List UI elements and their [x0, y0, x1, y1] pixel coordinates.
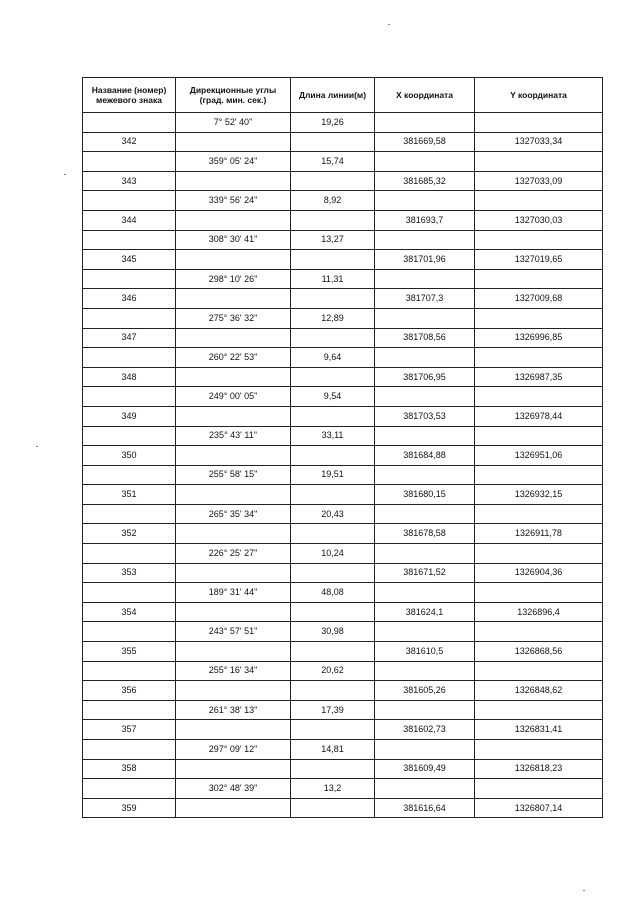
empty-cell: [375, 661, 475, 681]
x-coordinate-cell: 381671,52: [375, 563, 475, 583]
empty-cell: [176, 642, 291, 662]
line-length-cell: 17,39: [291, 700, 375, 720]
header-x-coordinate: X координата: [375, 78, 475, 113]
empty-cell: [475, 269, 603, 289]
y-coordinate-cell: 1326896,4: [475, 602, 603, 622]
point-name-cell: 348: [83, 367, 176, 387]
header-row: [83, 78, 603, 113]
empty-cell: [475, 504, 603, 524]
empty-cell: [475, 622, 603, 642]
point-name-cell: 356: [83, 681, 176, 701]
point-name-cell: 359: [83, 798, 176, 818]
y-coordinate-cell: 1326951,06: [475, 446, 603, 466]
direction-angle-cell: 260° 22' 53": [176, 348, 291, 368]
empty-cell: [176, 132, 291, 152]
empty-cell: [291, 759, 375, 779]
line-length-cell: 14,81: [291, 740, 375, 760]
direction-angle-cell: 255° 58' 15": [176, 465, 291, 485]
y-coordinate-cell: 1327019,65: [475, 250, 603, 270]
direction-angle-cell: 265° 35' 34": [176, 504, 291, 524]
line-length-cell: 10,24: [291, 544, 375, 564]
direction-angle-cell: 302° 48' 39": [176, 779, 291, 799]
point-row: [83, 250, 603, 270]
y-coordinate-cell: 1326831,41: [475, 720, 603, 740]
x-coordinate-cell: 381708,56: [375, 328, 475, 348]
x-coordinate-cell: 381609,49: [375, 759, 475, 779]
empty-cell: [83, 308, 176, 328]
point-name-cell: 347: [83, 328, 176, 348]
scan-speck: [388, 24, 390, 25]
line-length-cell: 19,51: [291, 465, 375, 485]
line-length-cell: 48,08: [291, 583, 375, 603]
x-coordinate-cell: 381624,1: [375, 602, 475, 622]
empty-cell: [475, 348, 603, 368]
segment-row: [83, 348, 603, 368]
line-length-cell: 19,26: [291, 113, 375, 133]
empty-cell: [83, 348, 176, 368]
segment-row: [83, 230, 603, 250]
direction-angle-cell: 275° 36' 32": [176, 308, 291, 328]
point-row: [83, 289, 603, 309]
empty-cell: [475, 700, 603, 720]
empty-cell: [83, 426, 176, 446]
x-coordinate-cell: 381684,88: [375, 446, 475, 466]
point-name-cell: 349: [83, 406, 176, 426]
y-coordinate-cell: 1326987,35: [475, 367, 603, 387]
point-row: [83, 681, 603, 701]
x-coordinate-cell: 381703,53: [375, 406, 475, 426]
point-name-cell: 353: [83, 563, 176, 583]
empty-cell: [375, 152, 475, 172]
direction-angle-cell: 339° 56' 24": [176, 191, 291, 211]
empty-cell: [375, 230, 475, 250]
header-line-length: Длина линии(м): [291, 78, 375, 113]
empty-cell: [291, 602, 375, 622]
point-row: [83, 798, 603, 818]
header-point-name: Название (номер) межевого знака: [83, 78, 176, 113]
empty-cell: [83, 740, 176, 760]
empty-cell: [375, 740, 475, 760]
empty-cell: [375, 583, 475, 603]
boundary-coordinates-table: [82, 77, 603, 818]
y-coordinate-cell: 1327033,34: [475, 132, 603, 152]
segment-row: [83, 191, 603, 211]
empty-cell: [176, 406, 291, 426]
empty-cell: [176, 485, 291, 505]
direction-angle-cell: 249° 00' 05": [176, 387, 291, 407]
point-name-cell: 358: [83, 759, 176, 779]
line-length-cell: 13,27: [291, 230, 375, 250]
empty-cell: [83, 544, 176, 564]
empty-cell: [291, 720, 375, 740]
x-coordinate-cell: 381707,3: [375, 289, 475, 309]
empty-cell: [475, 779, 603, 799]
empty-cell: [291, 406, 375, 426]
empty-cell: [291, 132, 375, 152]
empty-cell: [176, 367, 291, 387]
scan-speck: [583, 890, 585, 891]
line-length-cell: 33,11: [291, 426, 375, 446]
empty-cell: [375, 348, 475, 368]
point-row: [83, 446, 603, 466]
empty-cell: [176, 446, 291, 466]
empty-cell: [375, 779, 475, 799]
empty-cell: [475, 465, 603, 485]
x-coordinate-cell: 381701,96: [375, 250, 475, 270]
empty-cell: [83, 191, 176, 211]
empty-cell: [375, 622, 475, 642]
line-length-cell: 9,64: [291, 348, 375, 368]
empty-cell: [291, 446, 375, 466]
x-coordinate-cell: 381706,95: [375, 367, 475, 387]
point-row: [83, 602, 603, 622]
point-row: [83, 171, 603, 191]
point-name-cell: 354: [83, 602, 176, 622]
point-name-cell: 355: [83, 642, 176, 662]
empty-cell: [291, 367, 375, 387]
point-name-cell: 345: [83, 250, 176, 270]
point-name-cell: 343: [83, 171, 176, 191]
empty-cell: [176, 289, 291, 309]
empty-cell: [83, 583, 176, 603]
empty-cell: [176, 602, 291, 622]
direction-angle-cell: 235° 43' 11": [176, 426, 291, 446]
empty-cell: [375, 387, 475, 407]
x-coordinate-cell: 381616,64: [375, 798, 475, 818]
empty-cell: [291, 289, 375, 309]
segment-row: [83, 544, 603, 564]
point-row: [83, 210, 603, 230]
direction-angle-cell: 226° 25' 27": [176, 544, 291, 564]
empty-cell: [375, 113, 475, 133]
line-length-cell: 20,62: [291, 661, 375, 681]
empty-cell: [176, 681, 291, 701]
segment-row: [83, 426, 603, 446]
scan-speck: [36, 446, 38, 447]
empty-cell: [291, 798, 375, 818]
line-length-cell: 13,2: [291, 779, 375, 799]
x-coordinate-cell: 381680,15: [375, 485, 475, 505]
direction-angle-cell: 298° 10' 26": [176, 269, 291, 289]
direction-angle-cell: 261° 38' 13": [176, 700, 291, 720]
point-row: [83, 524, 603, 544]
empty-cell: [291, 524, 375, 544]
line-length-cell: 8,92: [291, 191, 375, 211]
empty-cell: [291, 485, 375, 505]
point-row: [83, 759, 603, 779]
empty-cell: [176, 250, 291, 270]
empty-cell: [375, 465, 475, 485]
x-coordinate-cell: 381693,7: [375, 210, 475, 230]
point-row: [83, 367, 603, 387]
empty-cell: [83, 504, 176, 524]
empty-cell: [475, 191, 603, 211]
y-coordinate-cell: 1327033,09: [475, 171, 603, 191]
y-coordinate-cell: 1326911,78: [475, 524, 603, 544]
empty-cell: [375, 426, 475, 446]
line-length-cell: 20,43: [291, 504, 375, 524]
point-row: [83, 720, 603, 740]
direction-angle-cell: 243° 57' 51": [176, 622, 291, 642]
x-coordinate-cell: 381602,73: [375, 720, 475, 740]
segment-row: [83, 583, 603, 603]
direction-angle-cell: 189° 31' 44": [176, 583, 291, 603]
empty-cell: [375, 191, 475, 211]
segment-row: [83, 465, 603, 485]
point-row: [83, 642, 603, 662]
empty-cell: [291, 210, 375, 230]
point-row: [83, 328, 603, 348]
line-length-cell: 9,54: [291, 387, 375, 407]
empty-cell: [475, 387, 603, 407]
empty-cell: [475, 426, 603, 446]
point-name-cell: 344: [83, 210, 176, 230]
empty-cell: [475, 583, 603, 603]
y-coordinate-cell: 1326807,14: [475, 798, 603, 818]
segment-row: [83, 661, 603, 681]
empty-cell: [176, 171, 291, 191]
point-row: [83, 132, 603, 152]
line-length-cell: 15,74: [291, 152, 375, 172]
y-coordinate-cell: 1326818,23: [475, 759, 603, 779]
empty-cell: [83, 779, 176, 799]
y-coordinate-cell: 1327030,03: [475, 210, 603, 230]
segment-row: [83, 387, 603, 407]
empty-cell: [176, 798, 291, 818]
y-coordinate-cell: 1326848,62: [475, 681, 603, 701]
x-coordinate-cell: 381610,5: [375, 642, 475, 662]
empty-cell: [475, 113, 603, 133]
x-coordinate-cell: 381685,32: [375, 171, 475, 191]
empty-cell: [83, 152, 176, 172]
segment-row: [83, 622, 603, 642]
segment-row: [83, 152, 603, 172]
point-name-cell: 346: [83, 289, 176, 309]
point-name-cell: 357: [83, 720, 176, 740]
point-name-cell: 350: [83, 446, 176, 466]
header-y-coordinate: Y координата: [475, 78, 603, 113]
empty-cell: [375, 700, 475, 720]
empty-cell: [176, 328, 291, 348]
empty-cell: [176, 759, 291, 779]
x-coordinate-cell: 381678,58: [375, 524, 475, 544]
segment-row: [83, 779, 603, 799]
empty-cell: [176, 720, 291, 740]
y-coordinate-cell: 1326904,36: [475, 563, 603, 583]
empty-cell: [83, 661, 176, 681]
empty-cell: [83, 269, 176, 289]
point-row: [83, 563, 603, 583]
point-name-cell: 351: [83, 485, 176, 505]
empty-cell: [176, 524, 291, 544]
empty-cell: [475, 740, 603, 760]
table-body: [83, 113, 603, 818]
y-coordinate-cell: 1326996,85: [475, 328, 603, 348]
empty-cell: [291, 563, 375, 583]
empty-cell: [375, 269, 475, 289]
point-row: [83, 485, 603, 505]
scan-speck: [64, 174, 66, 175]
direction-angle-cell: 255° 16' 34": [176, 661, 291, 681]
header-direction-angle: Дирекционные углы (град. мин. сек.): [176, 78, 291, 113]
empty-cell: [291, 250, 375, 270]
empty-cell: [83, 113, 176, 133]
empty-cell: [83, 387, 176, 407]
empty-cell: [475, 544, 603, 564]
direction-angle-cell: 7° 52' 40": [176, 113, 291, 133]
empty-cell: [83, 622, 176, 642]
y-coordinate-cell: 1326932,15: [475, 485, 603, 505]
empty-cell: [291, 642, 375, 662]
line-length-cell: 12,89: [291, 308, 375, 328]
empty-cell: [291, 681, 375, 701]
y-coordinate-cell: 1326978,44: [475, 406, 603, 426]
x-coordinate-cell: 381669,58: [375, 132, 475, 152]
empty-cell: [291, 171, 375, 191]
direction-angle-cell: 308° 30' 41": [176, 230, 291, 250]
direction-angle-cell: 297° 09' 12": [176, 740, 291, 760]
segment-row: [83, 504, 603, 524]
line-length-cell: 11,31: [291, 269, 375, 289]
empty-cell: [475, 152, 603, 172]
empty-cell: [291, 328, 375, 348]
empty-cell: [475, 230, 603, 250]
line-length-cell: 30,98: [291, 622, 375, 642]
empty-cell: [176, 563, 291, 583]
y-coordinate-cell: 1327009,68: [475, 289, 603, 309]
empty-cell: [475, 308, 603, 328]
y-coordinate-cell: 1326868,56: [475, 642, 603, 662]
point-name-cell: 352: [83, 524, 176, 544]
direction-angle-cell: 359° 05' 24": [176, 152, 291, 172]
segment-row: [83, 740, 603, 760]
empty-cell: [375, 544, 475, 564]
empty-cell: [83, 230, 176, 250]
point-name-cell: 342: [83, 132, 176, 152]
segment-row: [83, 113, 603, 133]
empty-cell: [83, 700, 176, 720]
empty-cell: [375, 504, 475, 524]
x-coordinate-cell: 381605,26: [375, 681, 475, 701]
empty-cell: [176, 210, 291, 230]
empty-cell: [475, 661, 603, 681]
empty-cell: [375, 308, 475, 328]
point-row: [83, 406, 603, 426]
segment-row: [83, 269, 603, 289]
empty-cell: [83, 465, 176, 485]
segment-row: [83, 308, 603, 328]
segment-row: [83, 700, 603, 720]
